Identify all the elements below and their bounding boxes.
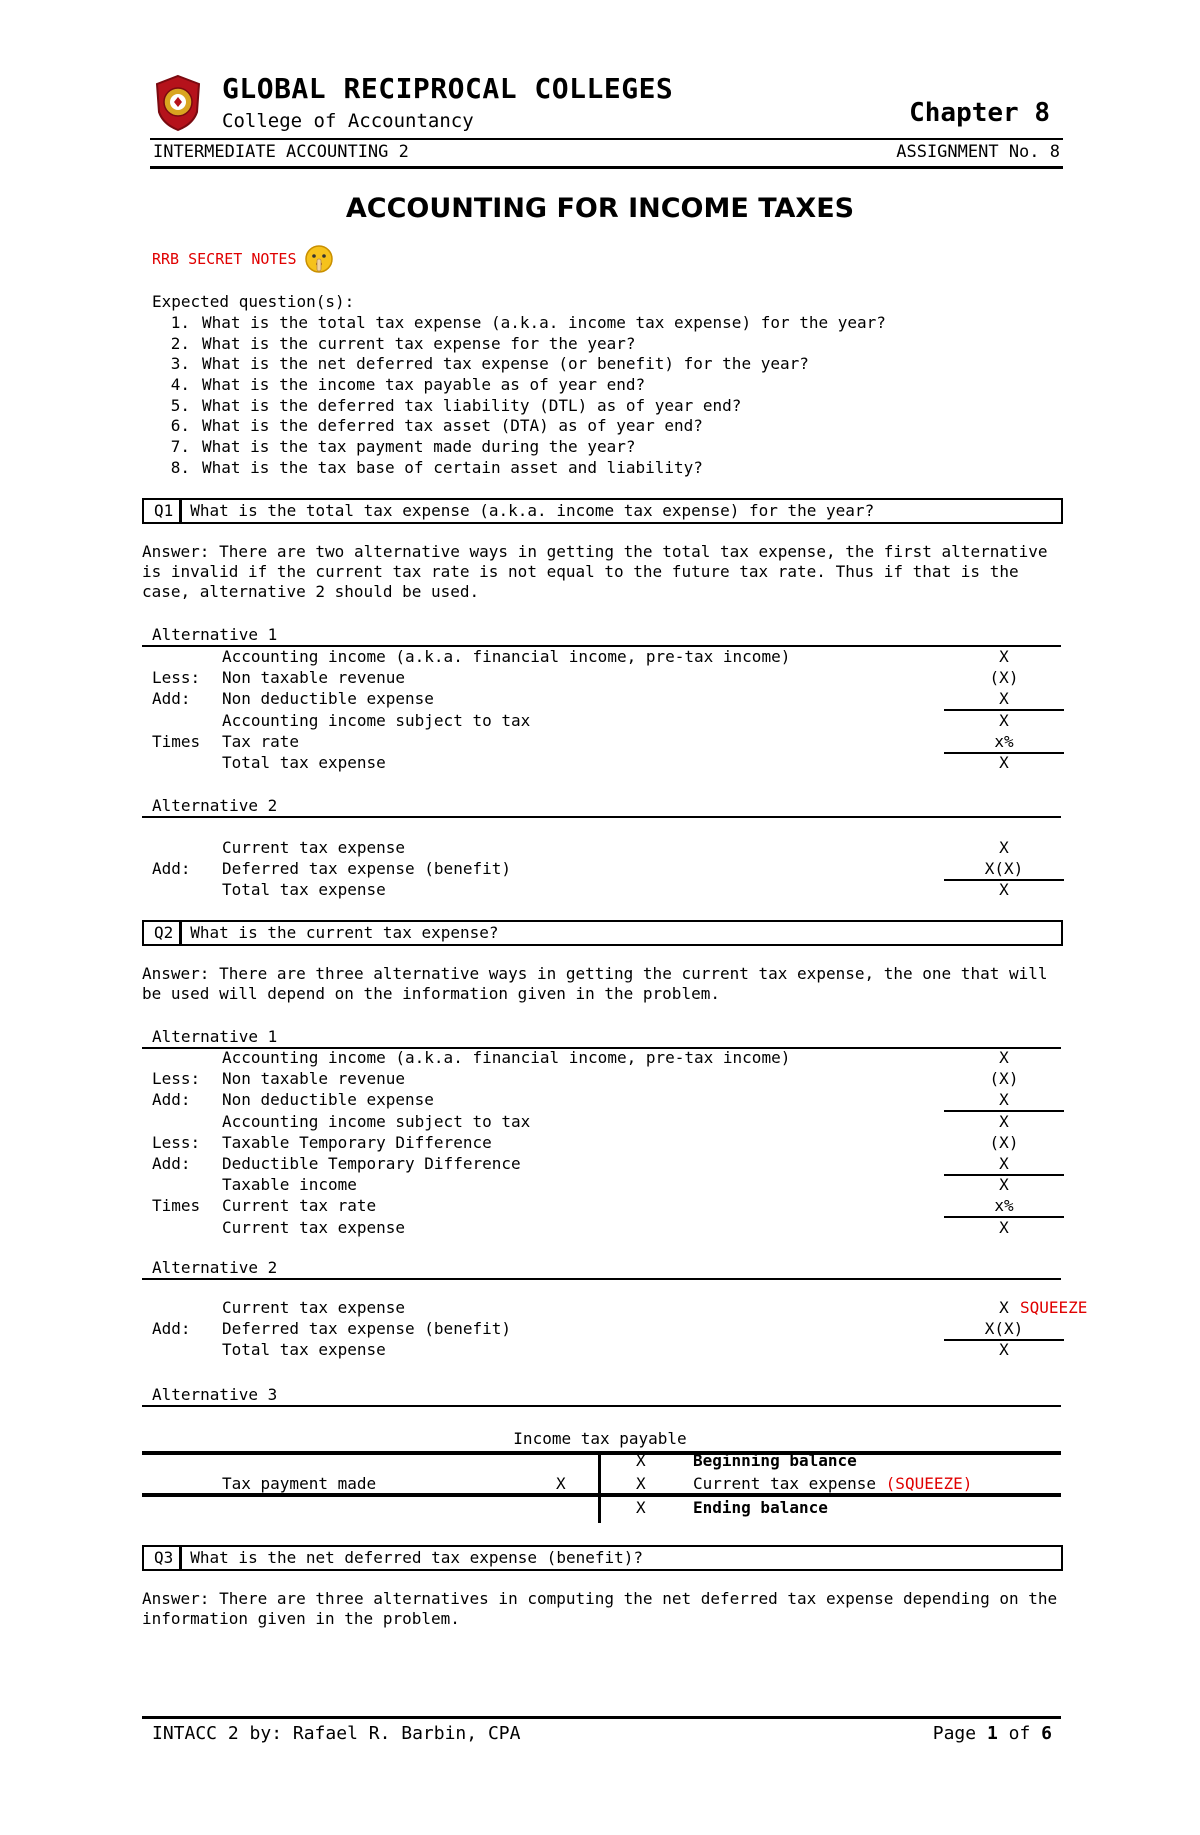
- operator-label: Add:: [152, 1090, 191, 1110]
- line-item-label: Tax rate: [222, 731, 300, 751]
- computation-row: [142, 1297, 1088, 1318]
- t-credit-label: Ending balance: [693, 1498, 828, 1517]
- q1-alt2-title: Alternative 2: [152, 796, 278, 815]
- course-name: INTERMEDIATE ACCOUNTING 2: [153, 142, 409, 162]
- expected-questions-label: Expected question(s):: [152, 292, 355, 311]
- q3-answer: Answer: There are three alternatives in computing the net deferred tax expense depending on the information given in the problem.: [142, 1589, 1058, 1628]
- t-debit-label: Tax payment made: [222, 1474, 377, 1493]
- divider: [142, 1278, 1061, 1280]
- line-item-label: Current tax expense: [222, 1298, 406, 1317]
- operator-label: Add:: [152, 1154, 191, 1173]
- t-credit-label: Beginning balance: [693, 1451, 857, 1470]
- line-item-value: X: [999, 1111, 1009, 1131]
- list-item: 2. What is the current tax expense for the year?: [170, 333, 636, 353]
- line-item-label: Non deductible expense: [222, 689, 434, 709]
- line-item-value: X: [999, 1340, 1009, 1360]
- line-item-value: X: [999, 1175, 1009, 1195]
- line-item-value: X: [999, 1048, 1009, 1067]
- computation-row: [142, 1047, 1062, 1068]
- q1-heading-box: [142, 498, 1063, 524]
- college-subtitle: College of Accountancy: [222, 110, 474, 132]
- line-item-label: Taxable income: [222, 1175, 357, 1195]
- q2-answer: Answer: There are three alternative ways in getting the current tax expense, the one that will be used will depend on the information given in the problem.: [142, 964, 1048, 1003]
- q2-alt1-title: Alternative 1: [152, 1027, 278, 1046]
- operator-label: Less:: [152, 1069, 201, 1089]
- operator-label: Add:: [152, 1319, 191, 1339]
- list-item: 1. What is the total tax expense (a.k.a. income tax expense) for the year?: [170, 313, 886, 332]
- q1-text: What is the total tax expense (a.k.a. income tax expense) for the year?: [190, 501, 875, 520]
- line-item-label: Total tax expense: [222, 753, 386, 772]
- line-item-label: Non taxable revenue: [222, 1069, 406, 1089]
- q1-id: Q1: [144, 500, 182, 522]
- operator-label: Times: [152, 731, 201, 751]
- operator-label: Add:: [152, 689, 191, 709]
- computation-row: [142, 1089, 1062, 1110]
- q3-heading-box: [142, 1545, 1063, 1571]
- t-credit-label: Current tax expense (SQUEEZE): [693, 1474, 973, 1493]
- computation-row: [142, 667, 1062, 688]
- computation-row: [142, 1217, 1062, 1238]
- divider: [142, 1405, 1061, 1407]
- line-item-value: (X): [989, 1132, 1019, 1152]
- line-item-value: X: [999, 710, 1009, 730]
- line-item-value: x%: [944, 731, 1064, 754]
- line-item-value: X(X): [944, 858, 1064, 881]
- q2-id: Q2: [144, 922, 182, 944]
- assignment-number: ASSIGNMENT No. 8: [896, 142, 1060, 162]
- divider: [142, 816, 1061, 818]
- q2-alt2-title: Alternative 2: [152, 1258, 278, 1277]
- line-item-value: X: [944, 688, 1064, 711]
- line-item-value: X: [999, 1298, 1009, 1317]
- line-item-value: (X): [989, 1069, 1019, 1089]
- line-item-value: (X): [989, 668, 1019, 688]
- computation-row: [142, 1068, 1062, 1089]
- line-item-label: Non deductible expense: [222, 1090, 434, 1110]
- line-item-value: X: [999, 1217, 1009, 1237]
- list-item: 4. What is the income tax payable as of year end?: [170, 375, 646, 395]
- q3-id: Q3: [144, 1547, 182, 1569]
- t-credit-value: X: [636, 1498, 646, 1517]
- line-item-label: Deductible Temporary Difference: [222, 1154, 521, 1173]
- line-item-label: Total tax expense: [222, 1340, 386, 1360]
- q3-text: What is the net deferred tax expense (benefit)?: [190, 1548, 644, 1567]
- computation-row: [142, 710, 1062, 731]
- computation-row: [142, 646, 1062, 667]
- course-header-bar: [150, 138, 1063, 169]
- t-account-center-line: [598, 1451, 601, 1523]
- line-item-label: Accounting income subject to tax: [222, 1111, 531, 1131]
- line-item-value: X(X): [944, 1318, 1064, 1341]
- q2-heading-box: [142, 920, 1063, 946]
- line-item-label: Taxable Temporary Difference: [222, 1132, 492, 1152]
- squeeze-note: (SQUEEZE): [885, 1474, 973, 1493]
- list-item: 5. What is the deferred tax liability (DTL) as of year end?: [170, 395, 742, 415]
- operator-label: Add:: [152, 859, 191, 879]
- operator-label: Less:: [152, 1132, 201, 1152]
- computation-row: [142, 1318, 1062, 1339]
- squeeze-note: SQUEEZE: [1020, 1298, 1088, 1317]
- q2-text: What is the current tax expense?: [190, 923, 499, 942]
- line-item-label: Deferred tax expense (benefit): [222, 859, 511, 879]
- t-account-title: Income tax payable: [513, 1429, 687, 1448]
- list-item: 3. What is the net deferred tax expense (or benefit) for the year?: [170, 354, 809, 374]
- college-name: GLOBAL RECIPROCAL COLLEGES: [222, 72, 674, 105]
- shush-emoji-icon: [304, 244, 334, 274]
- computation-row: [142, 1339, 1062, 1360]
- operator-label: Times: [152, 1196, 201, 1216]
- line-item-label: Total tax expense: [222, 880, 386, 900]
- t-credit-value: X: [636, 1474, 646, 1493]
- operator-label: Less:: [152, 668, 201, 688]
- computation-row: [142, 752, 1062, 773]
- college-seal-icon: [153, 74, 203, 132]
- computation-row: [142, 1195, 1062, 1216]
- q2-alt3-title: Alternative 3: [152, 1385, 278, 1404]
- computation-row: [142, 858, 1062, 879]
- footer-author: INTACC 2 by: Rafael R. Barbin, CPA: [152, 1723, 521, 1744]
- line-item-value: x%: [944, 1195, 1064, 1218]
- computation-row: [142, 731, 1062, 752]
- line-item-value: X: [999, 753, 1009, 772]
- computation-row: [142, 1132, 1062, 1153]
- expected-questions-list: [152, 313, 886, 479]
- chapter-label: Chapter 8: [909, 98, 1050, 128]
- list-item: 7. What is the tax payment made during the year?: [170, 437, 636, 457]
- line-item-value: X: [999, 838, 1009, 857]
- line-item-label: Accounting income (a.k.a. financial income, pre-tax income): [222, 647, 791, 666]
- t-account-top-line: [142, 1451, 1061, 1455]
- computation-row: [142, 1153, 1062, 1174]
- line-item-label: Accounting income (a.k.a. financial income, pre-tax income): [222, 1048, 791, 1067]
- computation-row: [142, 879, 1062, 900]
- line-item-label: Deferred tax expense (benefit): [222, 1319, 511, 1339]
- line-item-value: X: [944, 1089, 1064, 1112]
- list-item: 8. What is the tax base of certain asset and liability?: [170, 457, 703, 477]
- secret-notes-label: RRB SECRET NOTES: [152, 250, 297, 268]
- line-item-value: X: [999, 880, 1009, 900]
- computation-row: [142, 1174, 1062, 1195]
- t-debit-value: X: [556, 1474, 566, 1493]
- computation-row: [142, 1111, 1062, 1132]
- t-credit-value: X: [636, 1451, 646, 1470]
- computation-row: [142, 837, 1062, 858]
- list-item: 6. What is the deferred tax asset (DTA) as of year end?: [170, 416, 703, 436]
- line-item-label: Non taxable revenue: [222, 668, 406, 688]
- computation-row: [142, 688, 1062, 709]
- page-number: Page 1 of 6: [932, 1723, 1052, 1744]
- footer-divider: [142, 1716, 1061, 1719]
- document-title: ACCOUNTING FOR INCOME TAXES: [345, 193, 855, 224]
- line-item-label: Accounting income subject to tax: [222, 710, 531, 730]
- line-item-label: Current tax expense: [222, 1217, 406, 1237]
- q1-answer: Answer: There are two alternative ways in getting the total tax expense, the first alternative is invalid if the current tax rate is not equal to the future tax rate. Thus if that is the case, alternative 2 should be used.: [142, 542, 1048, 601]
- q1-alt1-title: Alternative 1: [152, 625, 278, 644]
- line-item-value: X: [999, 647, 1009, 666]
- line-item-label: Current tax expense: [222, 838, 406, 857]
- line-item-value: X: [944, 1153, 1064, 1176]
- line-item-label: Current tax rate: [222, 1196, 377, 1216]
